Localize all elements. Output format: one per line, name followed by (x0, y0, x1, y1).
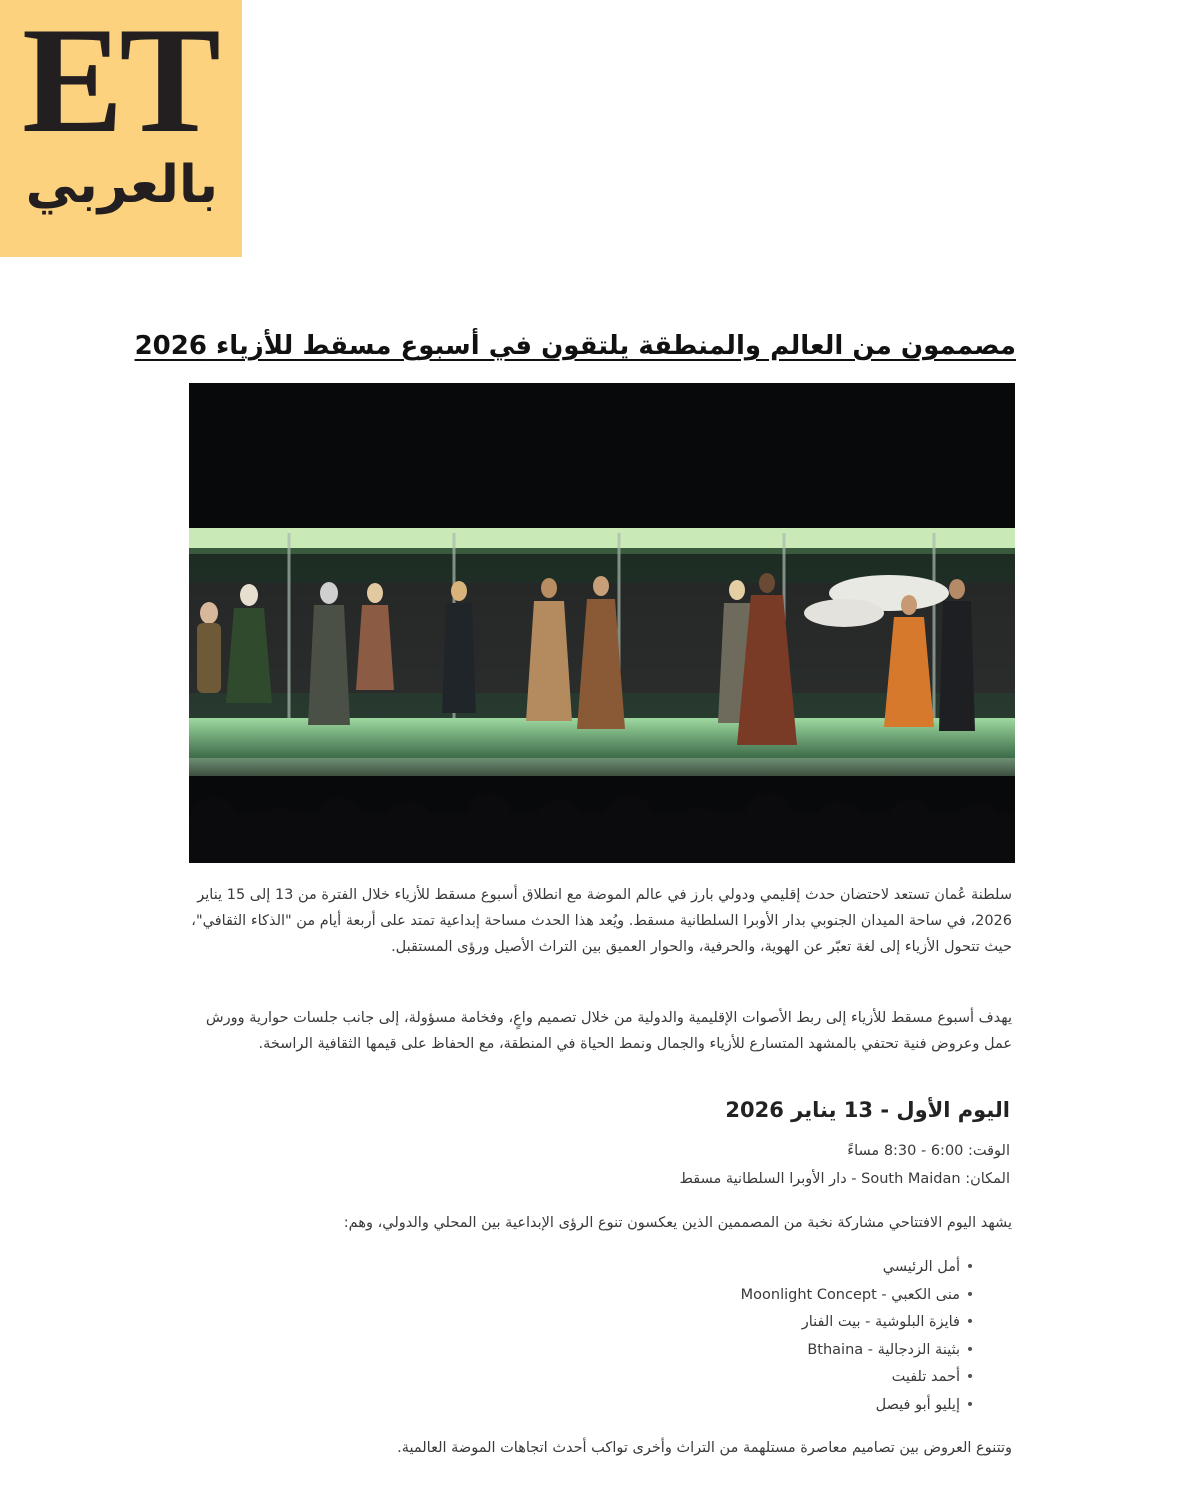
list-item (190, 1364, 980, 1392)
bullet-icon: • (965, 1341, 975, 1358)
designer-name: فايزة البلوشية - بيت الفنار (801, 1314, 960, 1330)
logo-latin-text: ET (22, 0, 217, 164)
bullet-icon: • (965, 1396, 975, 1413)
list-item (190, 1282, 980, 1310)
day-one-heading: اليوم الأول - 13 يناير 2026 (725, 1098, 1010, 1122)
bullet-icon: • (965, 1314, 975, 1330)
article-paragraph-goals: يهدف أسبوع مسقط للأزياء إلى ربط الأصوات الإقليمية والدولية من خلال تصميم واعٍ، وفخامة مسؤولة، إلى جانب جلسات حوارية وورش عمل وعروض فنية تحتفي بالمشهد المتسارع للأزياء والجمال ونمط الحياة في المنطقة، مع الحفاظ على قيمها الثقافية الراسخة. (205, 1010, 1012, 1052)
article-paragraph-designers-intro: يشهد اليوم الافتتاحي مشاركة نخبة من المصممين الذين يعكسون تنوع الرؤى الإبداعية بين المحلي والدولي، وهم: (343, 1215, 1012, 1231)
designer-name: بثينة الزدجالية - Bthaina (807, 1341, 960, 1358)
article-paragraph-intro: سلطنة عُمان تستعد لاحتضان حدث إقليمي ودولي بارز في عالم الموضة مع انطلاق أسبوع مسقط للأزياء خلال الفترة من 13 إلى 15 يناير 2026، في ساحة الميدان الجنوبي بدار الأوبرا السلطانية مسقط. ويُعد هذا الحدث مساحة إبداعية تمتد على أربعة أيام من "الذكاء الثقافي"، حيث تتحول الأزياء إلى لغة تعبّر عن الهوية، والحرفية، والحوار العميق بين التراث الأصيل ورؤى المستقبل. (191, 887, 1012, 955)
bullet-icon: • (965, 1259, 975, 1275)
designer-list (190, 1254, 980, 1419)
site-logo[interactable] (0, 0, 242, 257)
event-location: المكان: South Maidan - دار الأوبرا السلطانية مسقط (679, 1171, 1010, 1187)
bullet-icon: • (965, 1369, 975, 1385)
list-item (190, 1254, 980, 1282)
list-item (190, 1337, 980, 1365)
bullet-icon: • (965, 1286, 975, 1303)
list-item (190, 1309, 980, 1337)
event-time: الوقت: 6:00 - 8:30 مساءً (847, 1143, 1010, 1159)
designer-name: أحمد تلفيت (891, 1369, 960, 1385)
runway-photo (189, 383, 1015, 863)
article-headline[interactable]: مصممون من العالم والمنطقة يلتقون في أسبوع مسقط للأزياء 2026 (134, 331, 1016, 361)
list-item (190, 1392, 980, 1420)
designer-name: إيليو أبو فيصل (875, 1396, 960, 1413)
logo-arabic-text: بالعربي (25, 155, 218, 215)
designer-name: أمل الرئيسي (882, 1259, 960, 1275)
designer-name: منى الكعبي - Moonlight Concept (740, 1286, 960, 1303)
article-paragraph-closing: وتتنوع العروض بين تصاميم معاصرة مستلهمة من التراث وأخرى تواكب أحدث اتجاهات الموضة العالمية. (397, 1440, 1012, 1456)
